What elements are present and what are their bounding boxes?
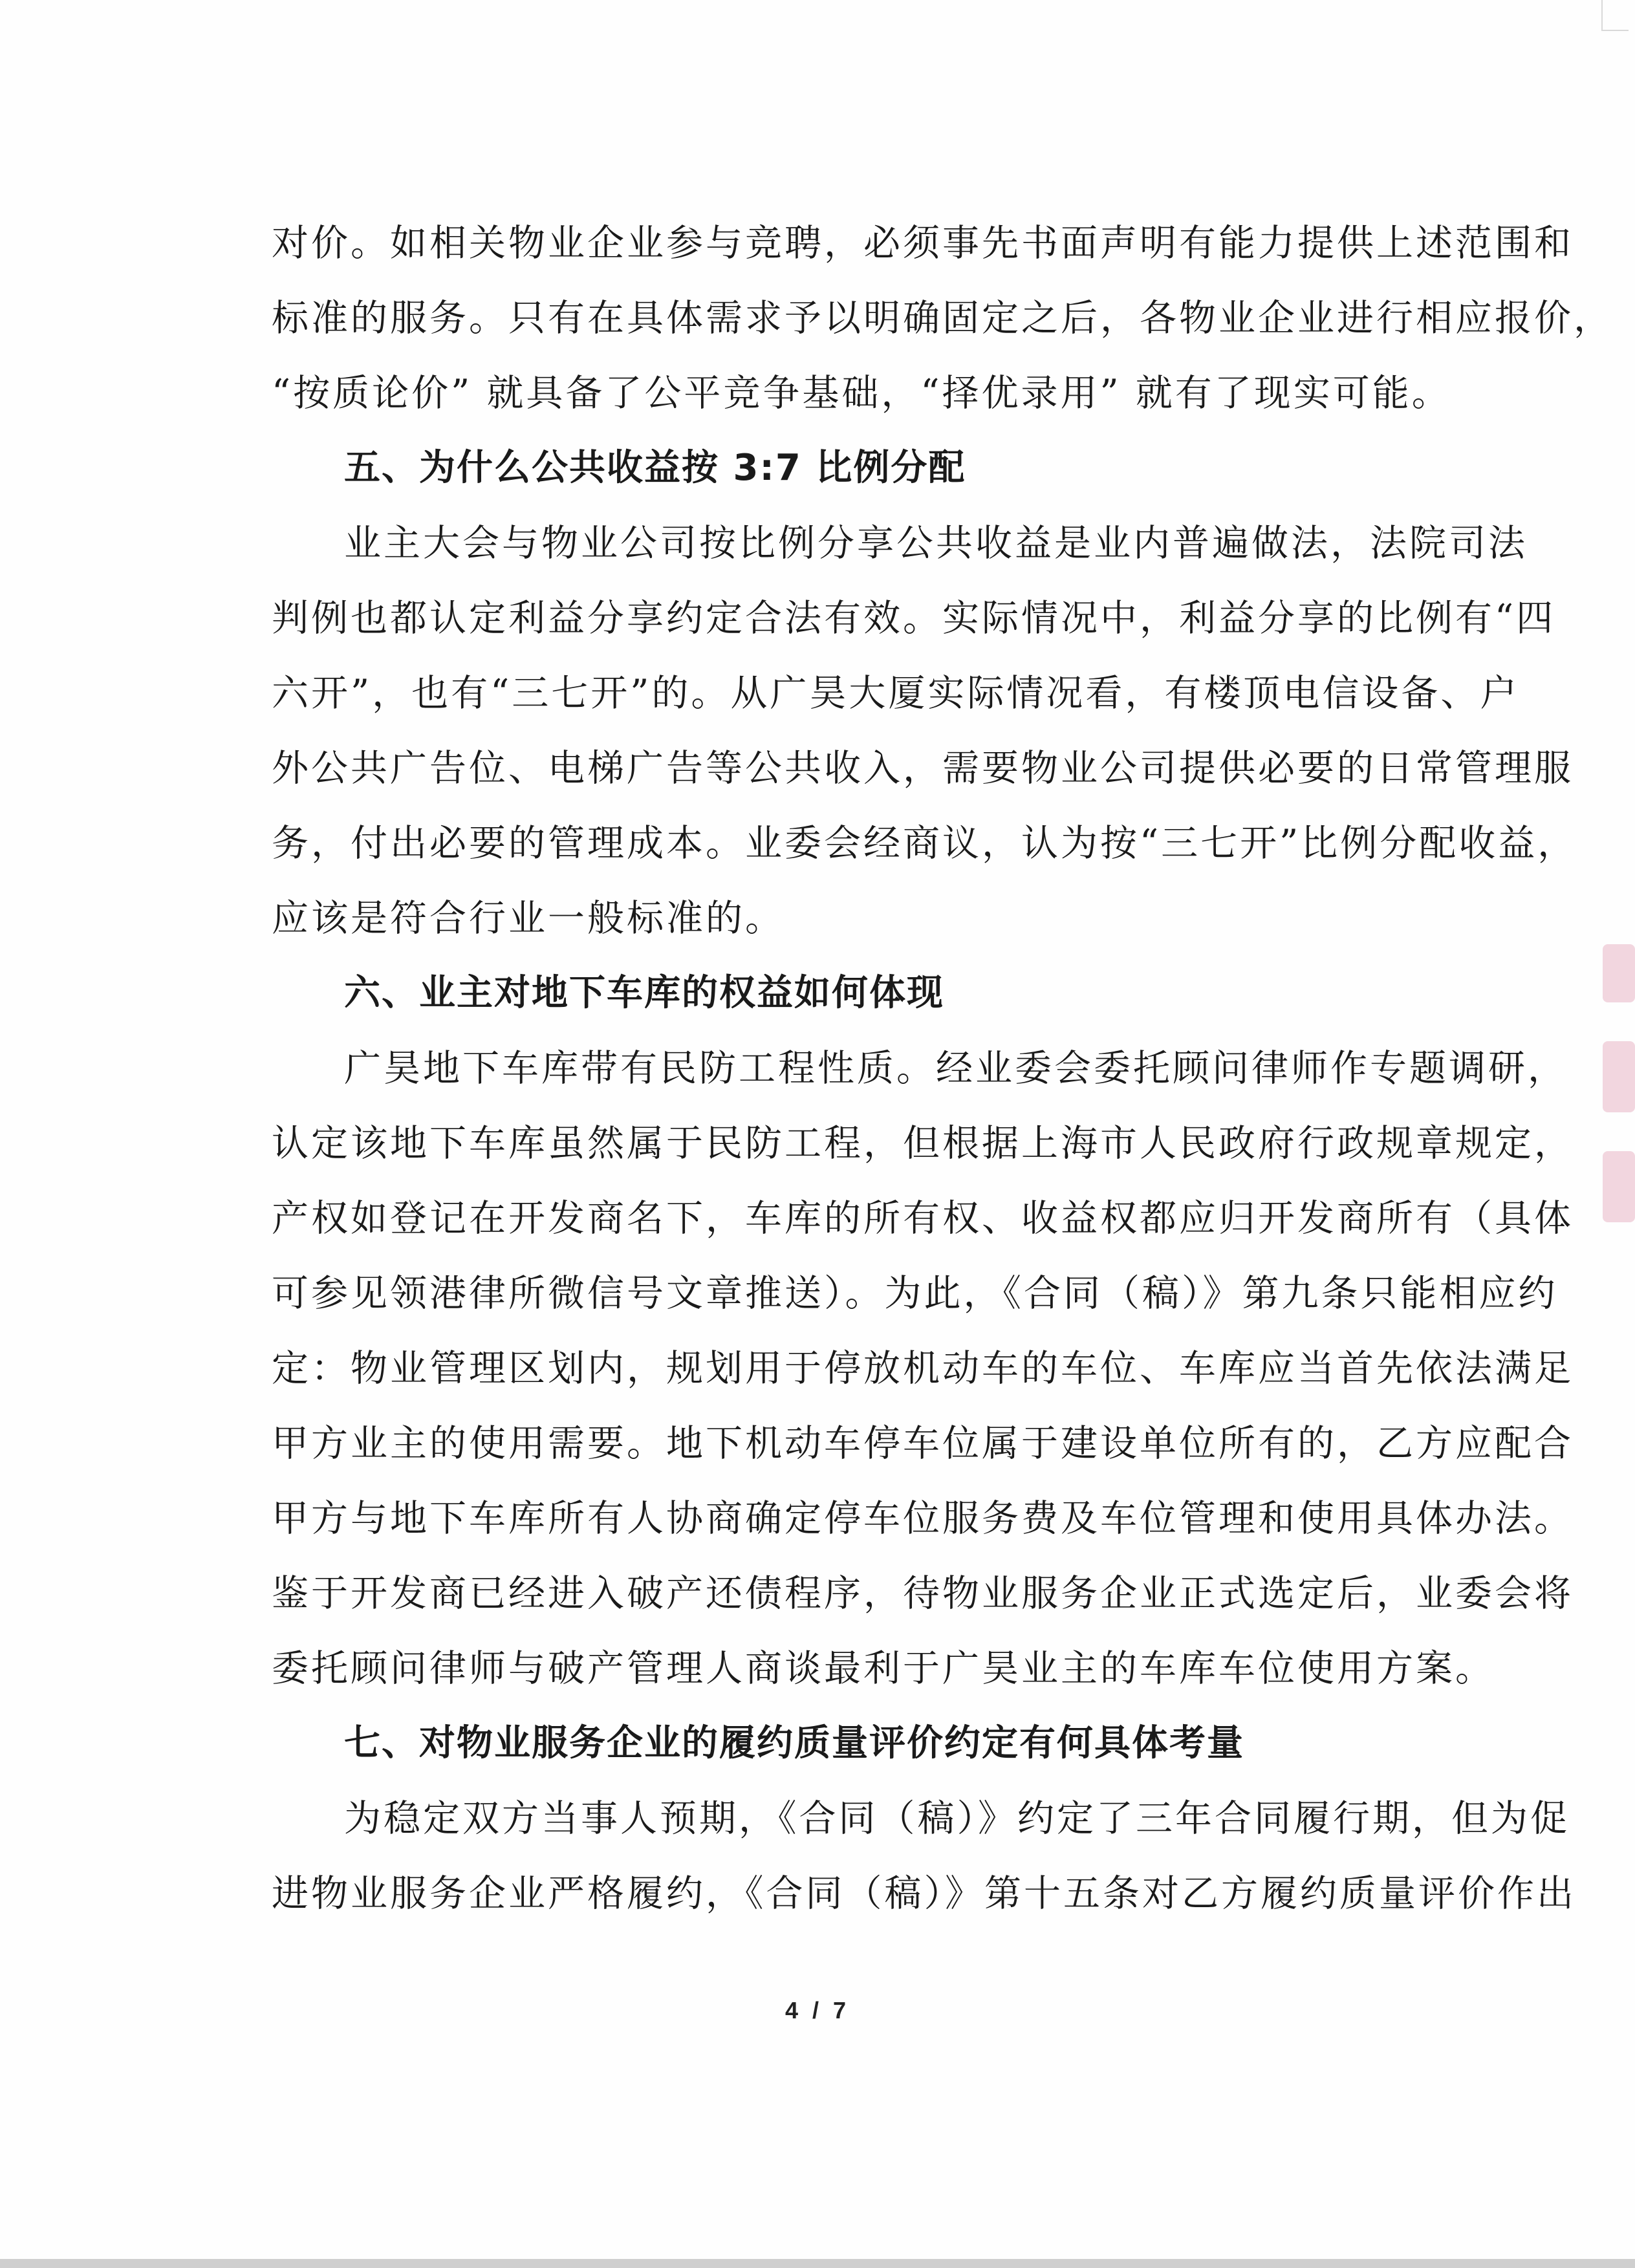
body-line: 务，付出必要的管理成本。业委会经商议，认为按“三七开”比例分配收益， [272, 822, 1577, 865]
seal-stamp-mark [1603, 944, 1635, 1002]
body-line: 六开”，也有“三七开”的。从广昊大厦实际情况看，有楼顶电信设备、户 [272, 672, 1520, 715]
body-line: 外公共广告位、电梯广告等公共收入，需要物业公司提供必要的日常管理服 [272, 747, 1574, 790]
section-heading-6: 六、业主对地下车库的权益如何体现 [344, 972, 944, 1014]
body-line: 进物业服务企业严格履约，《合同（稿）》第十五条对乙方履约质量评价作出 [272, 1872, 1576, 1915]
body-line: 鉴于开发商已经进入破产还债程序，待物业服务企业正式选定后，业委会将 [272, 1572, 1574, 1615]
section-heading-7: 七、对物业服务企业的履约质量评价约定有何具体考量 [344, 1722, 1244, 1764]
seal-stamp-mark [1603, 1041, 1635, 1112]
body-line: 甲方业主的使用需要。地下机动车停车位属于建设单位所有的，乙方应配合 [272, 1422, 1574, 1465]
paragraph-first-line: 为稳定双方当事人预期，《合同（稿）》约定了三年合同履行期，但为促 [344, 1797, 1570, 1840]
document-body [272, 206, 1613, 1931]
body-line: 可参见领港律所微信号文章推送）。为此，《合同（稿）》第九条只能相应约 [272, 1272, 1558, 1315]
scan-corner-mark [1601, 0, 1629, 31]
seal-stamp-mark [1603, 1151, 1635, 1222]
body-line: 认定该地下车库虽然属于民防工程，但根据上海市人民政府行政规章规定， [272, 1122, 1574, 1165]
seal-stamp-fragment [1596, 931, 1635, 1242]
section-heading-5: 五、为什么公共收益按 3:7 比例分配 [344, 447, 966, 489]
paragraph-first-line: 广昊地下车库带有民防工程性质。经业委会委托顾问律师作专题调研， [344, 1047, 1567, 1090]
page-number: 4 / 7 [785, 1997, 850, 2024]
body-line: 甲方与地下车库所有人协商确定停车位服务费及车位管理和使用具体办法。 [272, 1497, 1574, 1540]
body-line: 判例也都认定利益分享约定合法有效。实际情况中，利益分享的比例有“四 [272, 597, 1556, 640]
body-line: “按质论价” 就具备了公平竞争基础，“择优录用” 就有了现实可能。 [272, 372, 1451, 415]
body-line: 应该是符合行业一般标准的。 [272, 897, 785, 940]
scan-bottom-edge [0, 2259, 1635, 2268]
paragraph-first-line: 业主大会与物业公司按比例分享公共收益是业内普遍做法，法院司法 [344, 522, 1528, 565]
body-line: 对价。如相关物业企业参与竞聘，必须事先书面声明有能力提供上述范围和 [272, 222, 1574, 265]
body-line: 标准的服务。只有在具体需求予以明确固定之后，各物业企业进行相应报价， [272, 297, 1613, 340]
body-line: 委托顾问律师与破产管理人商谈最利于广昊业主的车库车位使用方案。 [272, 1647, 1495, 1690]
body-line: 产权如登记在开发商名下，车库的所有权、收益权都应归开发商所有（具体 [272, 1197, 1574, 1240]
body-line: 定：物业管理区划内，规划用于停放机动车的车位、车库应当首先依法满足 [272, 1347, 1574, 1390]
